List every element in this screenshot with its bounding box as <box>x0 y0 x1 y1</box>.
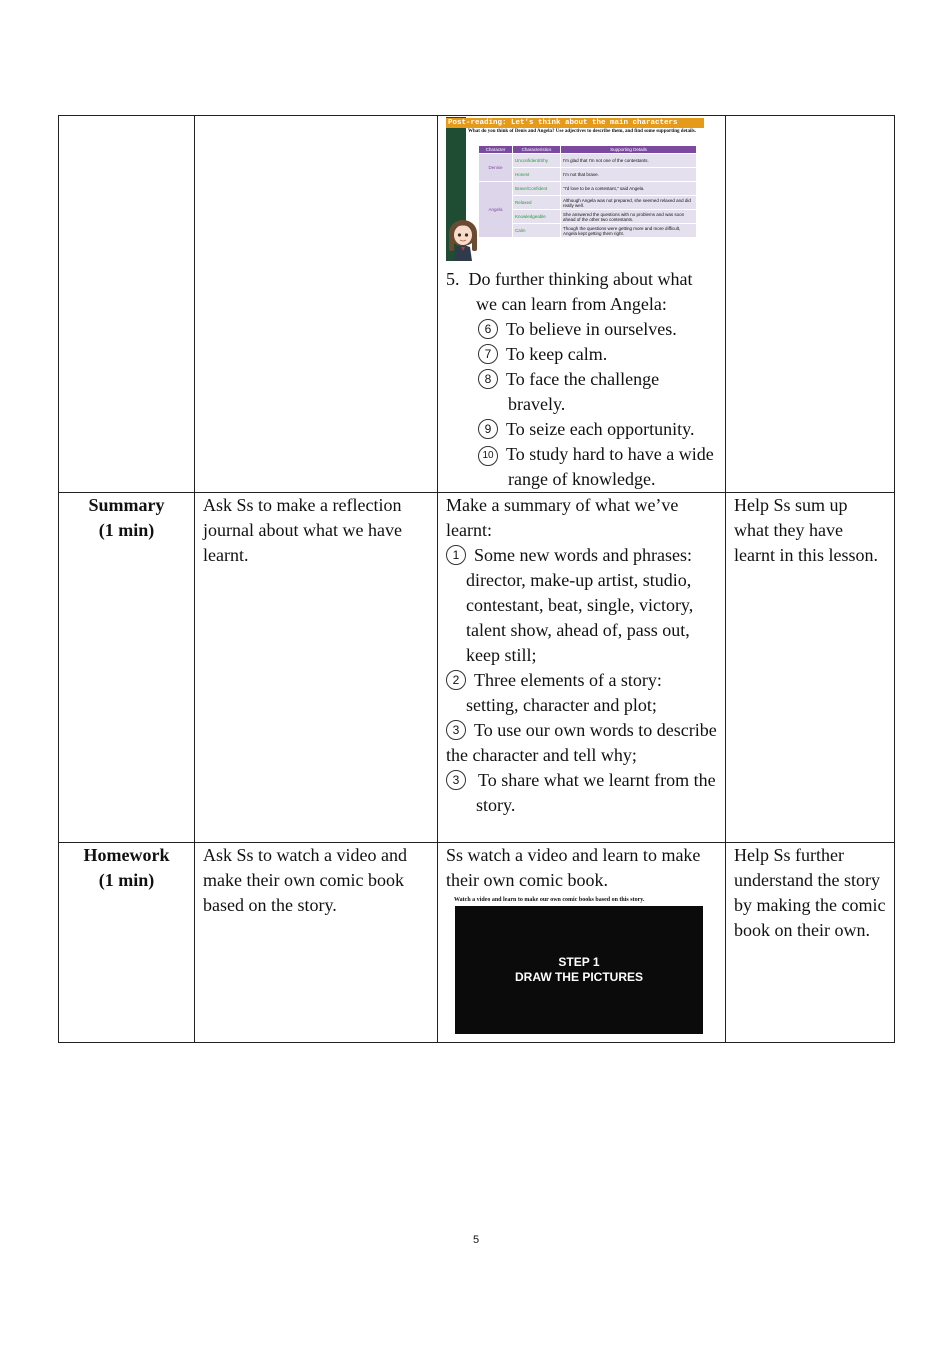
step-5-text: Do further thinking about what we can learn from Angela: <box>468 269 693 314</box>
circled-number: 8 <box>478 369 498 389</box>
stage-cell-summary <box>59 493 195 843</box>
list-item <box>446 543 717 668</box>
circled-number: 2 <box>446 670 466 690</box>
stage-time: (1 min) <box>98 520 155 540</box>
detail: I'm not that brave. <box>561 168 697 182</box>
step-5-number: 5. <box>446 269 460 289</box>
table-row-homework <box>59 843 895 1043</box>
detail: She answered the questions with no problems and was soon ahead of the other two contestants. <box>561 210 697 224</box>
summary-intro: Make a summary of what we’ve learnt: <box>446 495 679 540</box>
list-item <box>446 768 717 818</box>
purpose-homework: Help Ss further understand the story by making the comic book on their own. <box>726 843 895 1043</box>
list-item <box>446 317 717 342</box>
character-angela: Angela <box>479 182 513 238</box>
circled-number: 9 <box>478 419 498 439</box>
teacher-activity-summary: Ask Ss to make a reflection journal about what we have learnt. <box>195 493 438 843</box>
list-item-text: To keep calm. <box>506 344 608 364</box>
teacher-activity-homework: Ask Ss to watch a video and make their own comic book based on the story. <box>195 843 438 1043</box>
slide-question: What do you think of Denis and Angela? Use adjectives to describe them, and find some supporting details. <box>468 129 696 134</box>
circled-number: 1 <box>446 545 466 565</box>
trait: Brave/Confident <box>513 182 561 196</box>
list-item <box>446 718 717 768</box>
homework-student-text: Ss watch a video and learn to make their own comic book. <box>446 845 701 890</box>
lesson-plan-table <box>58 115 895 1043</box>
stage-cell-empty <box>59 116 195 493</box>
circled-number: 3 <box>446 770 466 790</box>
video-step-title: DRAW THE PICTURES <box>514 970 643 984</box>
page-number: 5 <box>472 1234 480 1246</box>
purpose-cell-empty <box>726 116 895 493</box>
trait: Unconfident/Shy <box>513 154 561 168</box>
detail: Although Angela was not prepared, she seemed relaxed and did really well. <box>561 196 697 210</box>
detail: Though the questions were getting more and more difficult, Angela kept getting them right. <box>561 224 697 238</box>
table-row <box>479 154 697 168</box>
detail: I'm glad that I'm not one of the contestants. <box>561 154 697 168</box>
circled-number: 3 <box>446 720 466 740</box>
slide-banner: Post-reading: Let's think about the main characters <box>446 118 704 128</box>
header-character: Character <box>479 146 513 154</box>
trait: Honest <box>513 168 561 182</box>
list-item <box>446 668 717 718</box>
student-activity-homework <box>438 843 726 1043</box>
list-item-text: To believe in ourselves. <box>506 319 677 339</box>
step-5 <box>446 267 717 317</box>
trait: Relaxed <box>513 196 561 210</box>
trait: Calm <box>513 224 561 238</box>
characters-table-header <box>479 146 697 154</box>
list-item <box>446 442 717 492</box>
header-characteristics: Characteristics <box>513 146 561 154</box>
video-step-label: STEP 1 <box>558 955 600 969</box>
purpose-summary: Help Ss sum up what they have learnt in this lesson. <box>726 493 895 843</box>
list-item-text: Three elements of a story: setting, character and plot; <box>466 670 662 715</box>
table-row-continued <box>59 116 895 493</box>
table-row <box>479 182 697 196</box>
circled-number: 10 <box>478 446 498 466</box>
student-activity-summary <box>438 493 726 843</box>
detail: "I'd love to be a contestant," said Angela. <box>561 182 697 196</box>
circled-number: 7 <box>478 344 498 364</box>
list-item <box>446 342 717 367</box>
list-item-text: To seize each opportunity. <box>506 419 695 439</box>
list-item-text: To use our own words to describe the character and tell why; <box>446 720 717 765</box>
list-item-text: To share what we learnt from the story. <box>476 770 716 815</box>
character-denise: Denise <box>479 154 513 182</box>
stage-name: Summary <box>88 495 165 515</box>
table-row-summary <box>59 493 895 843</box>
stage-time: (1 min) <box>98 870 155 890</box>
list-item <box>446 367 717 417</box>
list-item-text: To study hard to have a wide range of knowledge. <box>506 444 714 489</box>
stage-name: Homework <box>83 845 170 865</box>
anime-girl-illustration <box>447 217 479 261</box>
header-supporting-details: Supporting Details <box>561 146 697 154</box>
characters-slide-image <box>446 117 704 261</box>
circled-number: 6 <box>478 319 498 339</box>
characters-table <box>478 145 697 238</box>
list-item <box>446 417 717 442</box>
student-activity-cell <box>438 116 726 493</box>
list-item-text: Some new words and phrases: director, make-up artist, studio, contestant, beat, single, victory, talent show, ahead of, pass out, keep still; <box>466 545 694 665</box>
video-still-image <box>455 906 703 1034</box>
trait: Knowledgeable <box>513 210 561 224</box>
list-item-text: To face the challenge bravely. <box>506 369 660 414</box>
teacher-cell-empty <box>195 116 438 493</box>
video-caption: Watch a video and learn to make our own comic books based on this story. <box>454 897 645 903</box>
stage-cell-homework <box>59 843 195 1043</box>
